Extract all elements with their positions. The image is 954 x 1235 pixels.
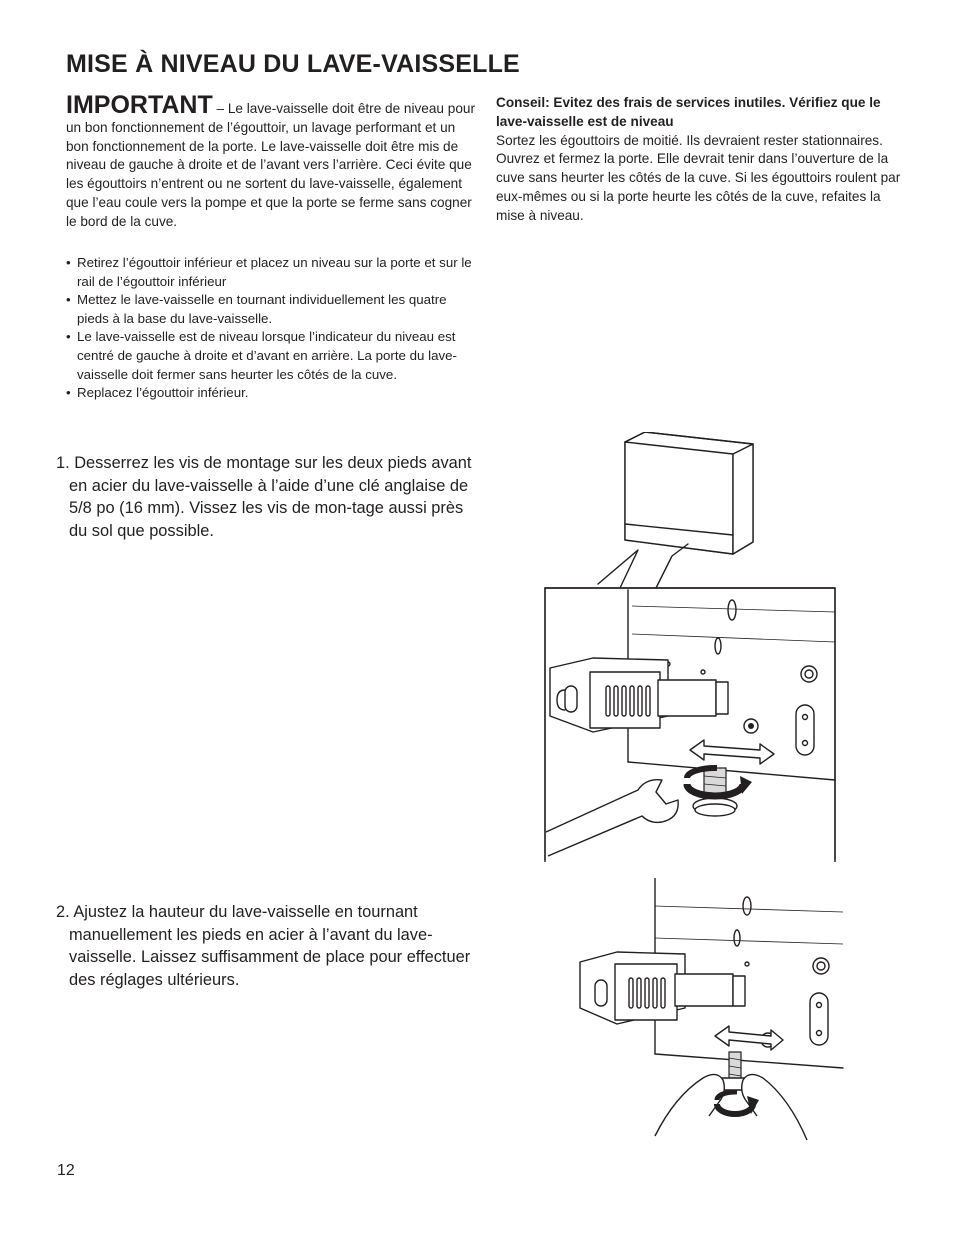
step-1-text: 1. Desserrez les vis de montage sur les deux pieds avant en acier du lave-vaisselle à l’aide d’une clé anglaise de 5/8 po (16 mm). Vissez les vis de mon-tage aussi près du sol que possible. [56, 454, 472, 540]
important-paragraph [66, 91, 480, 232]
list-item: • Le lave-vaisselle est de niveau lorsque l’indicateur du niveau est centré de gauche à droite et d’avant en arrière. La porte du lave-vaisselle doit fermer sans heurter les côtés de la cuve. [66, 328, 480, 384]
tip-body: Sortez les égouttoirs de moitié. Ils devraient rester stationnaires. Ouvrez et fermez la porte. Elle devrait tenir dans l’ouverture de la cuve sans heurter les côtés de la cuve. Si les égouttoirs roulent par eux-mêmes ou si la porte heurte les côtés de la cuve, refaites la mise à niveau. [496, 132, 901, 223]
important-label: IMPORTANT [66, 91, 213, 119]
step-2-text: 2. Ajustez la hauteur du lave-vaisselle en tournant manuellement les pieds en acier à l’avant du lave-vaisselle. Laissez suffisamment de place pour effectuer des réglages ultérieurs. [56, 903, 471, 989]
step-2 [56, 901, 476, 991]
bullet-list [66, 254, 480, 403]
page-number: 12 [57, 1162, 75, 1179]
page-title: MISE À NIVEAU DU LAVE-VAISSELLE [66, 50, 520, 78]
list-item: • Mettez le lave-vaisselle en tournant individuellement les quatre pieds à la base du lave-vaisselle. [66, 291, 480, 328]
dishwasher-icon [625, 432, 753, 554]
tip-box [496, 94, 906, 226]
tip-title: Conseil: Evitez des frais de services inutiles. Vérifiez que le lave-vaisselle est de niveau [496, 95, 881, 129]
double-arrow-icon [715, 1026, 783, 1050]
list-item: • Replacez l’égouttoir inférieur. [66, 384, 480, 403]
step-1 [56, 452, 476, 542]
important-text: – Le lave-vaisselle doit être de niveau pour un bon fonctionnement de l’égouttoir, un lavage performant et un bon fonctionnement de la porte. Le lave-vaisselle doit être mis de niveau de gauche à droite et de l’avant vers l’arrière. Ceci évite que les égouttoirs n’entrent ou ne sortent du lave-vaisselle, également que l’eau coule vers la pompe et que la porte se ferme sans cogner le bord de la cuve. [66, 101, 475, 229]
figure-hands-leg [575, 878, 845, 1150]
figure-wrench-leg [538, 432, 840, 862]
list-item: • Retirez l’égouttoir inférieur et placez un niveau sur la porte et sur le rail de l’égouttoir inférieur [66, 254, 480, 291]
